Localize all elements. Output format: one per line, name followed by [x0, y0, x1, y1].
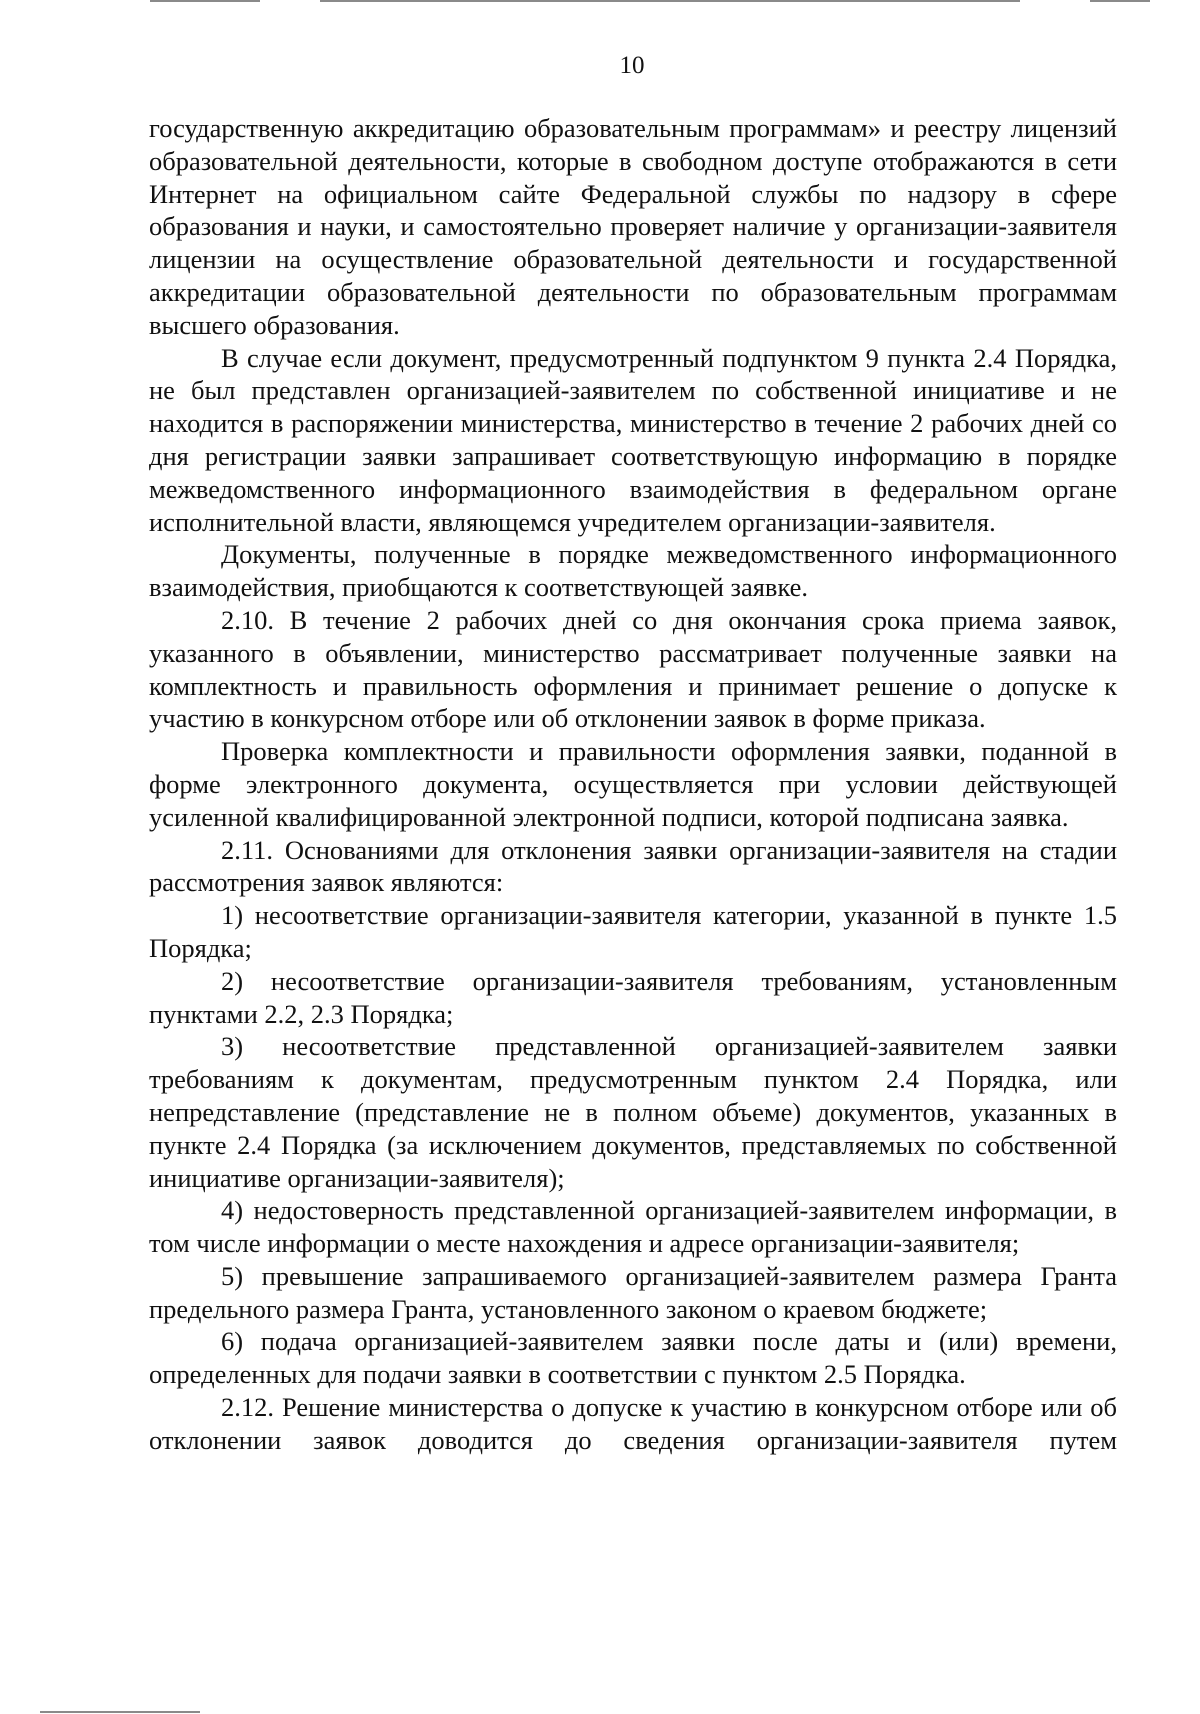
list-item: 1) несоответствие организации-заявителя категории, указанной в пункте 1.5 Порядка;: [149, 900, 1117, 963]
paragraph: 2.11. Основаниями для отклонения заявки организации-заявителя на стадии рассмотрения заявок являются:: [149, 834, 1117, 898]
paragraph: 2.10. В течение 2 рабочих дней со дня окончания срока приема заявок, указанного в объявлении, министерство рассматривает полученные заявки на комплектность и правильность оформления и принимает решение о допуске к участию в конкурсном отборе или об отклонении заявок в форме приказа.: [149, 604, 1117, 734]
scan-artifact-top: [1090, 0, 1150, 2]
paragraph: 2.12. Решение министерства о допуске к участию в конкурсном отборе или об отклонении заявок доводится до сведения организации-заявителя путем: [149, 1392, 1117, 1455]
list-item: 5) превышение запрашиваемого организацией-заявителем размера Гранта предельного размера Гранта, установленного законом о краевом бюджете;: [149, 1260, 1117, 1324]
list-item: 2) несоответствие организации-заявителя требованиям, установленным пунктами 2.2, 2.3 Порядка;: [149, 965, 1117, 1029]
list-item: 3) несоответствие представленной организацией-заявителем заявки требованиям к документам, предусмотренным пунктом 2.4 Порядка, или непредставление (представление не в полном объеме) документов, указанных в пункте 2.4 Порядка (за исключением документов, представляемых по собственной инициативе организации-заявителя);: [149, 1031, 1117, 1193]
document-body: [149, 112, 1117, 1457]
paragraph: Документы, полученные в порядке межведомственного информационного взаимодействия, приобщаются к соответствующей заявке.: [149, 539, 1117, 603]
scan-artifact-bottom: [40, 1711, 200, 1713]
list-item: 4) недостоверность представленной организацией-заявителем информации, в том числе информации о месте нахождения и адресе организации-заявителя;: [149, 1195, 1117, 1259]
paragraph: В случае если документ, предусмотренный подпунктом 9 пункта 2.4 Порядка, не был представлен организацией-заявителем по собственной инициативе и не находится в распоряжении министерства, министерство в течение 2 рабочих дней со дня регистрации заявки запрашивает соответствующую информацию в порядке межведомственного информационного взаимодействия в федеральном органе исполнительной власти, являющемся учредителем организации-заявителя.: [149, 342, 1117, 537]
scan-artifact-top: [320, 0, 1020, 2]
list-item: 6) подача организацией-заявителем заявки после даты и (или) времени, определенных для подачи заявки в соответствии с пунктом 2.5 Порядка.: [149, 1326, 1117, 1390]
page-number: 10: [619, 52, 645, 79]
paragraph: государственную аккредитацию образовательным программам» и реестру лицензий образовательной деятельности, которые в свободном доступе отображаются в сети Интернет на официальном сайте Федеральной службы по надзору в сфере образования и науки, и самостоятельно проверяет наличие у организации-заявителя лицензии на осуществление образовательной деятельности и государственной аккредитации образовательной деятельности по образовательным программам высшего образования.: [149, 113, 1117, 340]
paragraph: Проверка комплектности и правильности оформления заявки, поданной в форме электронного документа, осуществляется при условии действующей усиленной квалифицированной электронной подписи, которой подписана заявка.: [149, 736, 1117, 832]
scan-artifact-top: [150, 0, 260, 2]
